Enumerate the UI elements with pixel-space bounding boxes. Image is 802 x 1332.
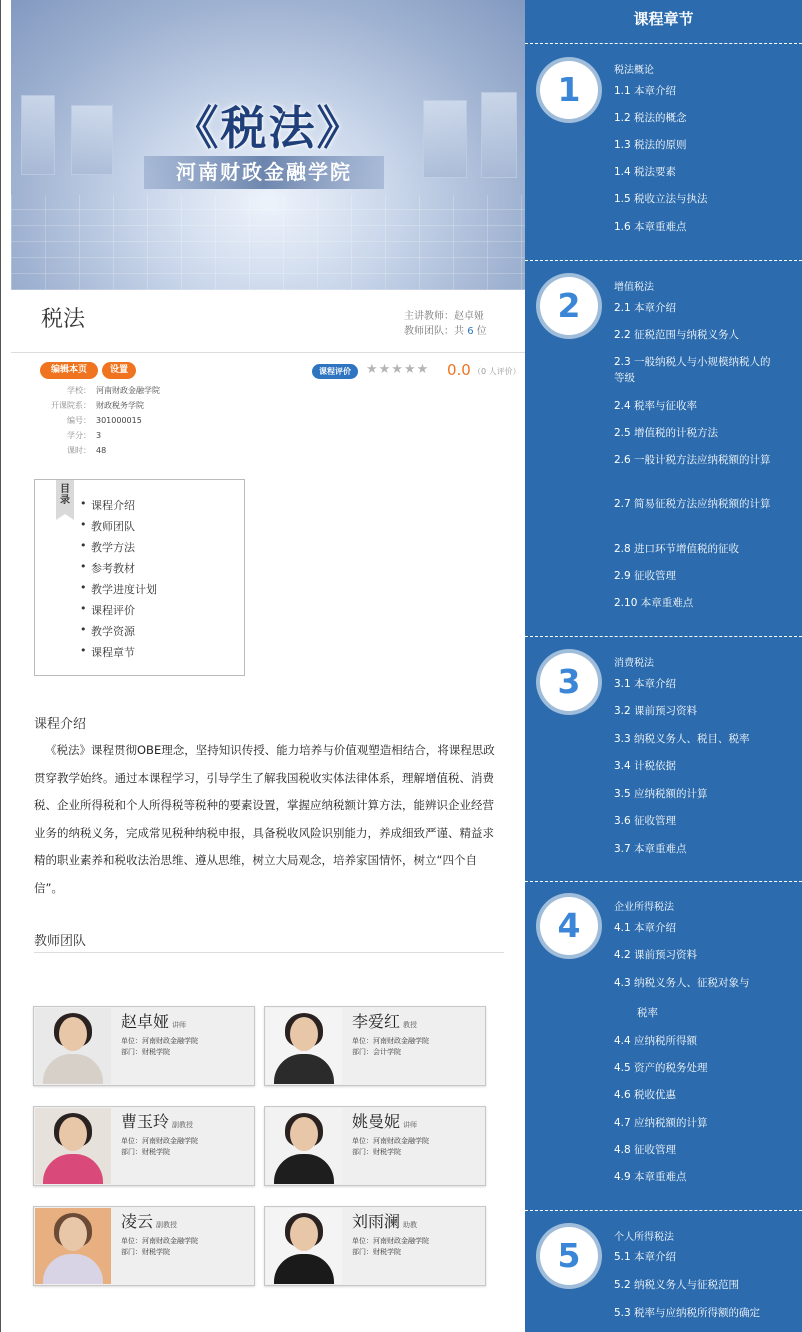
chapter-item[interactable]: 4.8 征收管理 xyxy=(614,1144,677,1156)
team-heading-divider xyxy=(34,952,504,953)
chapter-title[interactable]: 企业所得税法 xyxy=(614,902,674,913)
toc-item-chapters[interactable]: • 课程章节 xyxy=(91,644,135,660)
chapter-item[interactable]: 5.3 税率与应纳税所得额的确定 xyxy=(614,1307,761,1319)
teacher-name: 李爱红 xyxy=(352,1012,401,1031)
teacher-unit: 单位：河南财政金融学院 xyxy=(121,1237,198,1245)
toc-item-schedule[interactable]: • 教学进度计划 xyxy=(91,581,157,597)
teacher-name-row xyxy=(352,1009,417,1032)
chapter-item[interactable]: 2.8 进口环节增值税的征收 xyxy=(614,543,740,555)
edit-page-button[interactable]: 编辑本页 xyxy=(40,362,98,379)
teacher-avatar xyxy=(35,1108,111,1184)
teacher-rank: 讲师 xyxy=(172,1021,187,1029)
toc-item-methods[interactable]: • 教学方法 xyxy=(91,539,135,555)
teacher-unit: 单位：河南财政金融学院 xyxy=(121,1137,198,1145)
chapter-item[interactable]: 1.4 税法要素 xyxy=(614,166,677,178)
teacher-name: 赵卓娅 xyxy=(121,1012,170,1031)
chapter-item[interactable]: 2.1 本章介绍 xyxy=(614,302,677,314)
chapter-item[interactable]: 2.4 税率与征收率 xyxy=(614,400,698,412)
chapter-item[interactable]: 5.2 纳税义务人与征税范围 xyxy=(614,1279,740,1291)
chapter-item[interactable]: 4.2 课前预习资料 xyxy=(614,949,698,961)
teacher-avatar xyxy=(35,1008,111,1084)
chapter-item[interactable]: 2.5 增值税的计税方法 xyxy=(614,427,719,439)
chapter-item[interactable]: 4.5 资产的税务处理 xyxy=(614,1062,708,1074)
chapter-number-badge: 1 xyxy=(540,61,598,119)
teacher-card[interactable] xyxy=(264,1106,486,1186)
chapter-item[interactable]: 3.3 纳税义务人、税目、税率 xyxy=(614,733,750,745)
rating-stars[interactable]: ★★★★★ xyxy=(366,362,430,377)
teacher-card[interactable] xyxy=(264,1006,486,1086)
chapter-number-badge: 3 xyxy=(540,653,598,711)
chapter-item[interactable]: 1.1 本章介绍 xyxy=(614,85,677,97)
chapter-separator xyxy=(525,1210,802,1211)
chapter-separator xyxy=(525,260,802,261)
chapter-item[interactable]: 2.6 一般计税方法应纳税额的计算 xyxy=(614,454,771,466)
banner-subtitle: 河南财政金融学院 xyxy=(176,160,352,184)
teacher-name: 凌云 xyxy=(121,1212,154,1231)
meta-key: 课时： xyxy=(67,446,91,455)
chapter-item[interactable]: 3.5 应纳税额的计算 xyxy=(614,788,708,800)
teacher-unit: 单位：河南财政金融学院 xyxy=(352,1137,429,1145)
chapter-separator xyxy=(525,881,802,882)
toc-bookmark-tab xyxy=(56,480,74,514)
teacher-rank: 教授 xyxy=(403,1021,418,1029)
banner-title: 《税法》 xyxy=(172,101,365,155)
teacher-dept: 部门：财税学院 xyxy=(121,1248,170,1256)
chapter-number-badge: 5 xyxy=(540,1227,598,1285)
teacher-name-row xyxy=(121,1209,177,1232)
team-count-suffix: 位 xyxy=(476,326,487,337)
chapter-item[interactable]: 3.1 本章介绍 xyxy=(614,678,677,690)
chapter-item[interactable]: 2.10 本章重难点 xyxy=(614,597,694,609)
chapter-item[interactable]: 5.1 本章介绍 xyxy=(614,1251,677,1263)
intro-body: 《税法》课程贯彻OBE理念，坚持知识传授、能力培养与价值观塑造相结合，将课程思政贯穿教学始终。通过本课程学习，引导学生了解我国税收实体法律体系，理解增值税、消费税、企业所得税和个人所得税等税种的要素设置，掌握应纳税额计算方法，能辨识企业经营业务的纳税义务，完成常见税种纳税申报，具备税收风险识别能力，养成细致严谨、精益求精的职业素养和税收法治思维、遵从思维，树立大局观念，培养家国情怀，树立“四个自信”。 xyxy=(34,743,495,895)
meta-value: 301000015 xyxy=(96,416,142,425)
course-banner xyxy=(11,0,526,290)
course-title: 税法 xyxy=(41,307,86,332)
teacher-dept: 部门：财税学院 xyxy=(352,1148,401,1156)
team-heading: 教师团队 xyxy=(34,934,87,949)
chapter-item[interactable]: 2.9 征收管理 xyxy=(614,570,677,582)
team-count-info xyxy=(404,322,487,337)
chapter-title[interactable]: 个人所得税法 xyxy=(614,1232,674,1243)
teacher-avatar xyxy=(266,1208,342,1284)
chapter-title[interactable]: 税法概论 xyxy=(614,65,654,76)
toc-item-team[interactable]: • 教师团队 xyxy=(91,518,135,534)
chapter-separator xyxy=(525,43,802,44)
meta-key: 学分： xyxy=(67,431,91,440)
chapter-item[interactable]: 2.2 征税范围与纳税义务人 xyxy=(614,329,740,341)
chapter-item[interactable]: 1.5 税收立法与执法 xyxy=(614,193,708,205)
banner-subtitle-plate xyxy=(144,156,384,189)
meta-key: 编号： xyxy=(67,416,91,425)
chapter-item[interactable]: 1.2 税法的概念 xyxy=(614,112,687,124)
chapter-item[interactable]: 4.3 纳税义务人、征税对象与 xyxy=(614,977,750,989)
intro-heading: 课程介绍 xyxy=(34,717,87,732)
chapter-number-badge: 2 xyxy=(540,277,598,335)
header-divider xyxy=(11,352,526,353)
chapter-title[interactable]: 增值税法 xyxy=(614,282,654,293)
chapter-item[interactable]: 4.7 应纳税额的计算 xyxy=(614,1117,708,1129)
teacher-card[interactable] xyxy=(33,1006,255,1086)
toc-tab-label: 目录 xyxy=(60,484,70,506)
teacher-name-row xyxy=(121,1009,186,1032)
teacher-avatar xyxy=(266,1008,342,1084)
teacher-avatar xyxy=(35,1208,111,1284)
teacher-name: 刘雨澜 xyxy=(352,1212,401,1231)
chapter-item[interactable]: 3.4 计税依据 xyxy=(614,760,677,772)
chapter-item[interactable]: 4.6 税收优惠 xyxy=(614,1089,677,1101)
team-count-prefix: 教师团队：共 xyxy=(404,326,464,337)
chapter-item[interactable]: 3.7 本章重难点 xyxy=(614,843,687,855)
teacher-unit: 单位：河南财政金融学院 xyxy=(352,1037,429,1045)
teacher-unit: 单位：河南财政金融学院 xyxy=(121,1037,198,1045)
table-of-contents xyxy=(34,479,245,676)
banner-floor-grid xyxy=(11,195,526,290)
teacher-card[interactable] xyxy=(33,1206,255,1286)
settings-button[interactable]: 设置 xyxy=(102,362,136,379)
toc-item-resources[interactable]: • 教学资源 xyxy=(91,623,135,639)
teacher-dept: 部门：财税学院 xyxy=(352,1248,401,1256)
chapters-sidebar xyxy=(525,0,802,1332)
chapter-item[interactable]: 3.2 课前预习资料 xyxy=(614,705,698,717)
chapter-item[interactable]: 4.4 应纳税所得额 xyxy=(614,1035,698,1047)
chapter-separator xyxy=(525,636,802,637)
meta-key: 开课院系： xyxy=(51,401,91,410)
teacher-avatar xyxy=(266,1108,342,1184)
chapter-item[interactable]: 1.3 税法的原则 xyxy=(614,139,687,151)
teacher-dept: 部门：财税学院 xyxy=(121,1048,170,1056)
chapter-item-continued[interactable]: 税率 xyxy=(637,1007,658,1019)
meta-value: 48 xyxy=(96,446,107,455)
meta-value: 河南财政金融学院 xyxy=(96,386,160,395)
teacher-dept: 部门：会计学院 xyxy=(352,1048,401,1056)
chapter-item[interactable]: 2.7 简易征税方法应纳税额的计算 xyxy=(614,498,771,510)
teacher-name: 曹玉玲 xyxy=(121,1112,170,1131)
lecturer-label: 主讲教师： xyxy=(404,311,454,322)
rating-count-note: （0 人评价） xyxy=(473,367,521,376)
teacher-name-row xyxy=(352,1209,417,1232)
toc-item-textbooks[interactable]: • 参考教材 xyxy=(91,560,135,576)
lecturer-info xyxy=(404,307,484,322)
teacher-name: 姚曼妮 xyxy=(352,1112,401,1131)
chapter-item[interactable]: 1.6 本章重难点 xyxy=(614,221,687,233)
toc-item-evaluation[interactable]: • 课程评价 xyxy=(91,602,135,618)
teacher-name-row xyxy=(121,1109,193,1132)
sidebar-title: 课程章节 xyxy=(633,10,694,28)
teacher-rank: 讲师 xyxy=(403,1121,418,1129)
toc-item-intro[interactable]: • 课程介绍 xyxy=(91,497,135,513)
teacher-unit: 单位：河南财政金融学院 xyxy=(352,1237,429,1245)
teacher-name-row xyxy=(352,1109,417,1132)
chapter-number-badge: 4 xyxy=(540,897,598,955)
teacher-card[interactable] xyxy=(33,1106,255,1186)
meta-value: 3 xyxy=(96,431,102,440)
meta-value: 财政税务学院 xyxy=(96,401,144,410)
chapter-item[interactable]: 4.9 本章重难点 xyxy=(614,1171,687,1183)
course-rating-button[interactable]: 课程评价 xyxy=(312,364,358,379)
meta-key: 学校： xyxy=(67,386,91,395)
teacher-card[interactable] xyxy=(264,1206,486,1286)
teacher-rank: 副教授 xyxy=(156,1221,178,1229)
teacher-rank: 副教授 xyxy=(172,1121,194,1129)
team-count: 6 xyxy=(467,326,474,337)
teacher-dept: 部门：财税学院 xyxy=(121,1148,170,1156)
chapter-item[interactable]: 3.6 征收管理 xyxy=(614,815,677,827)
teacher-rank: 助教 xyxy=(403,1221,418,1229)
chapter-item[interactable]: 2.3 一般纳税人与小规模纳税人的等级 xyxy=(614,356,771,384)
chapter-item[interactable]: 4.1 本章介绍 xyxy=(614,922,677,934)
rating-score: 0.0 xyxy=(447,361,471,379)
lecturer-name[interactable]: 赵卓娅 xyxy=(454,311,484,322)
chapter-title[interactable]: 消费税法 xyxy=(614,658,654,669)
